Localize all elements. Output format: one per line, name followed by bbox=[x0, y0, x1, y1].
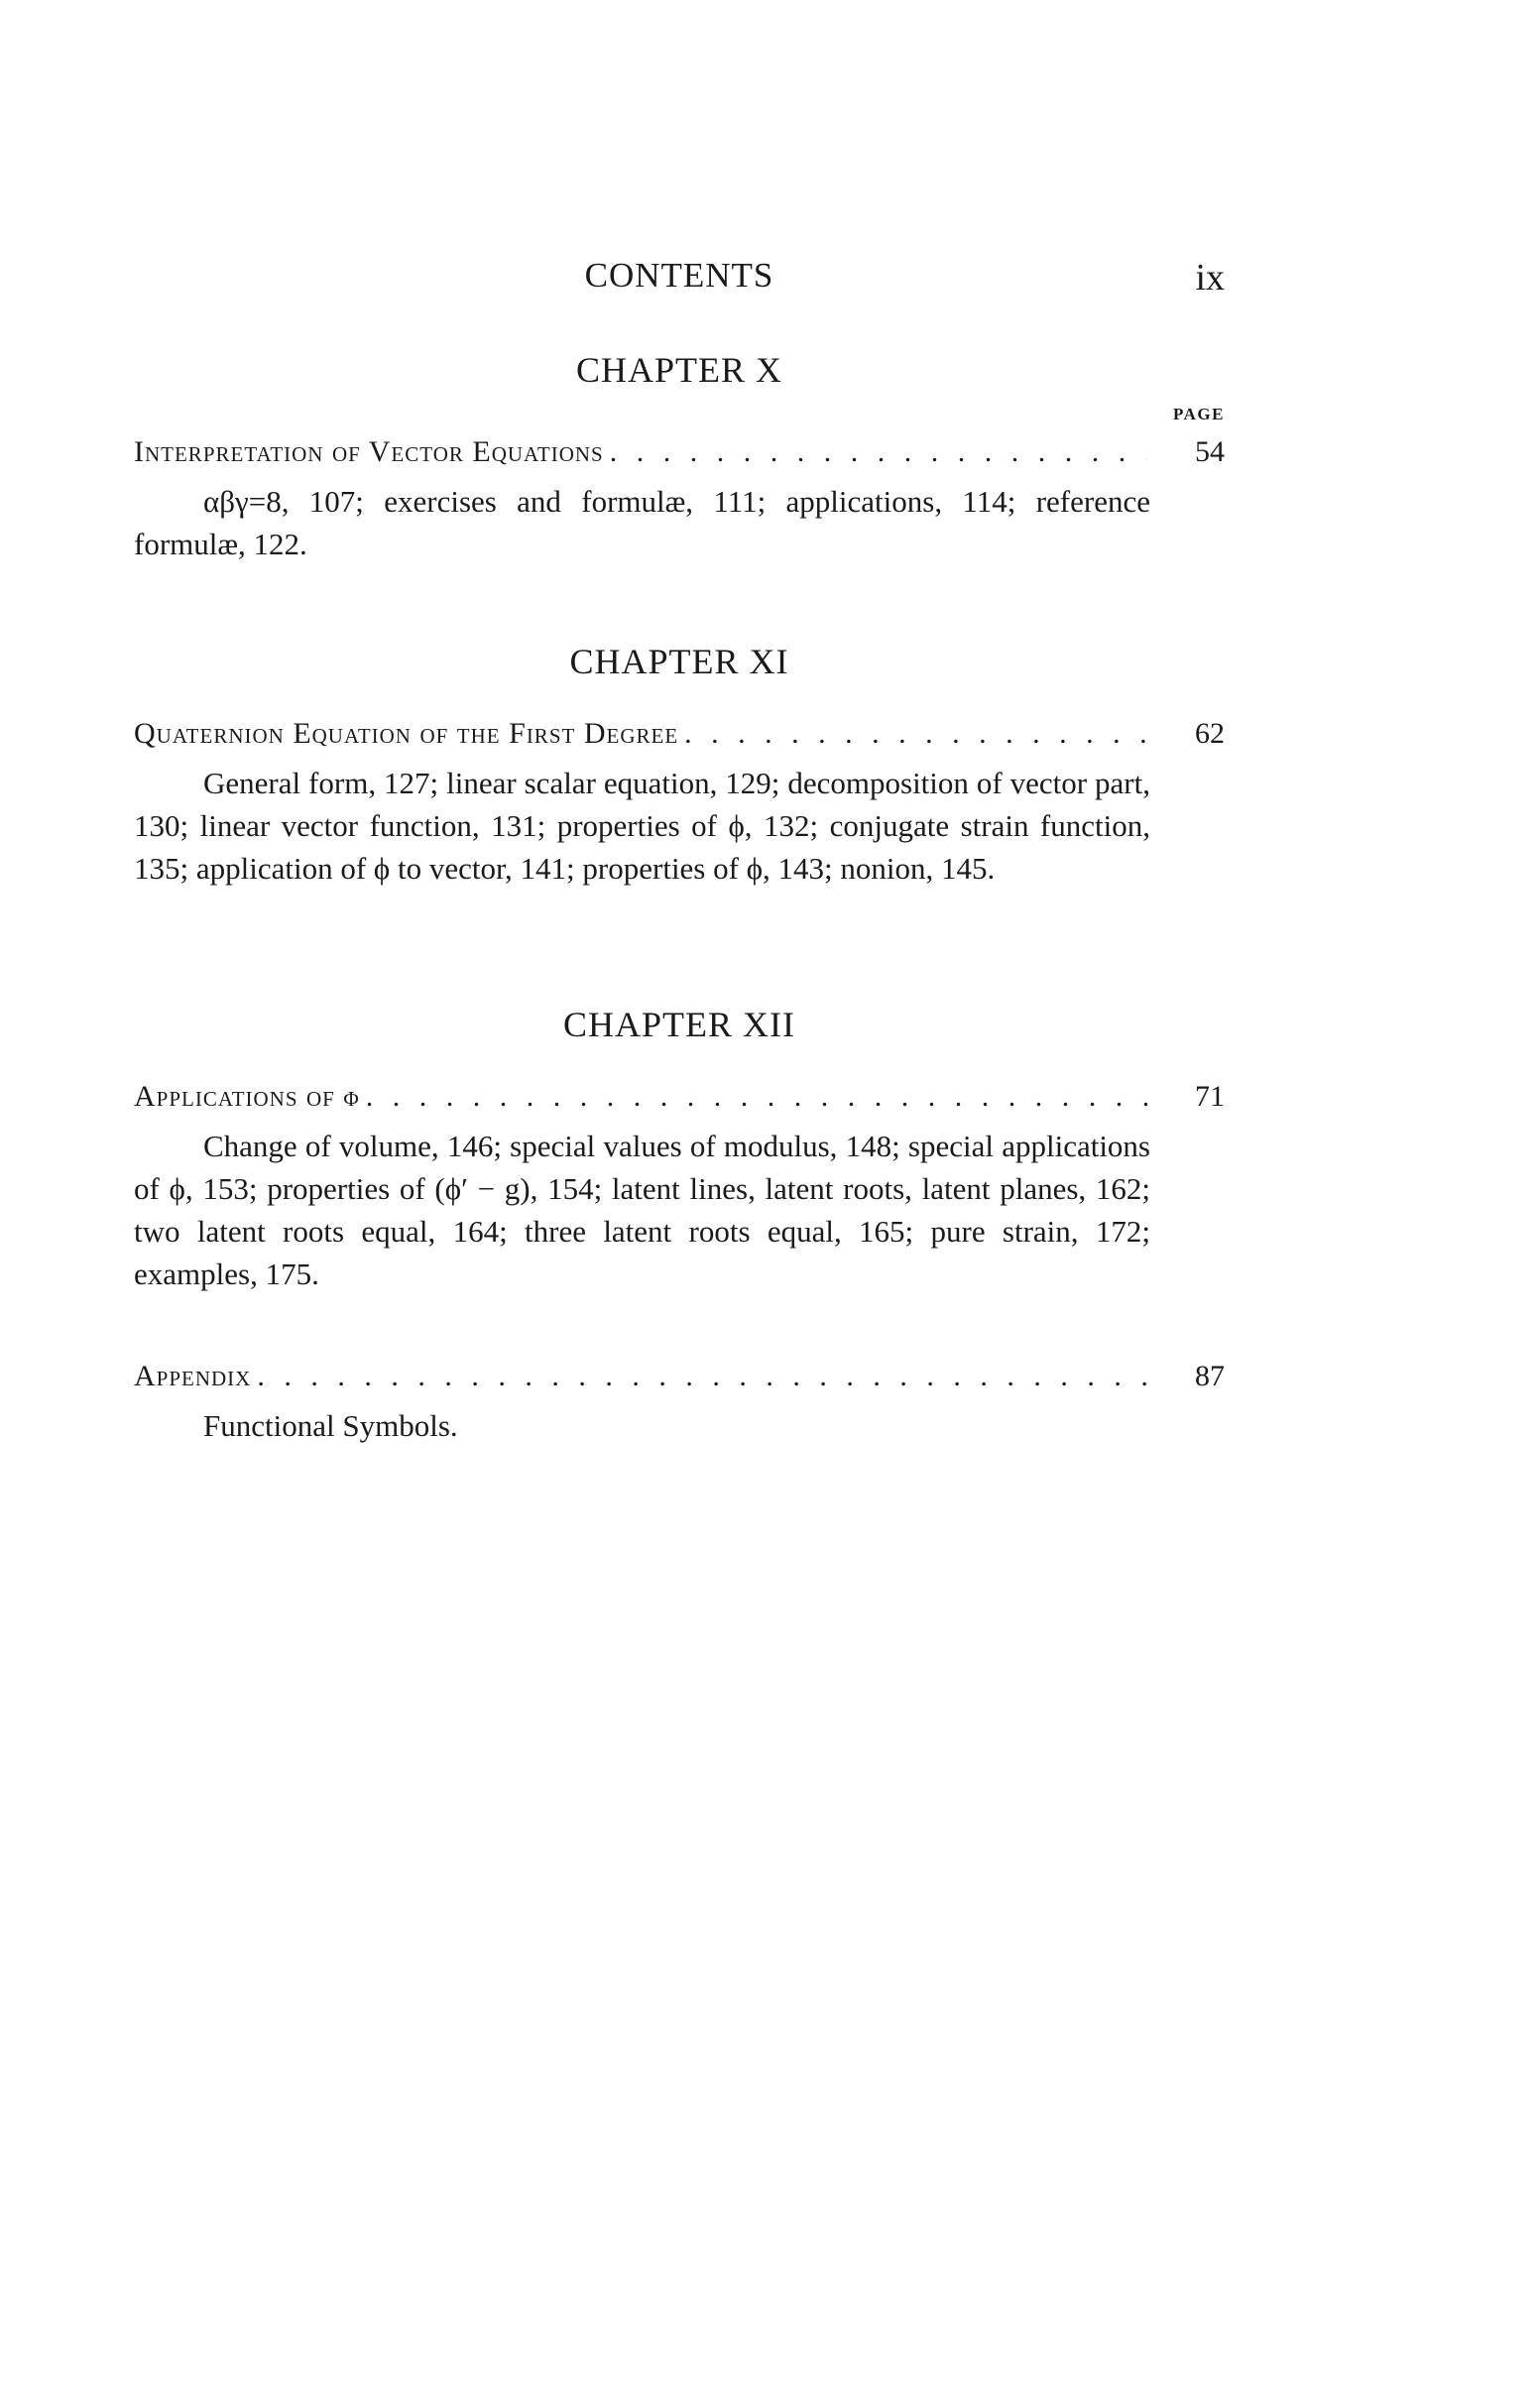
toc-entry bbox=[134, 1075, 1225, 1119]
chapter-x-section bbox=[134, 349, 1225, 565]
running-title: CONTENTS bbox=[584, 256, 774, 295]
dot-leader bbox=[257, 1355, 1147, 1398]
dot-leader bbox=[684, 712, 1147, 756]
dot-leader bbox=[366, 1075, 1147, 1119]
entry-title: Quaternion Equation of the First Degree bbox=[134, 717, 679, 750]
entry-description: αβγ=8, 107; exercises and formulæ, 111; applications, 114; reference formulæ, 122. bbox=[134, 484, 1150, 561]
entry-description: Functional Symbols. bbox=[203, 1408, 458, 1443]
chapter-xii-section bbox=[134, 1004, 1225, 1295]
entry-page-number: 54 bbox=[1195, 435, 1225, 468]
chapter-heading: CHAPTER XII bbox=[563, 1005, 795, 1044]
running-head bbox=[134, 256, 1225, 305]
toc-entry bbox=[134, 430, 1225, 474]
chapter-xi-section bbox=[134, 641, 1225, 890]
entry-title: Appendix bbox=[134, 1360, 252, 1392]
toc-entry bbox=[134, 712, 1225, 756]
chapter-heading: CHAPTER X bbox=[575, 350, 783, 390]
entry-description: Change of volume, 146; special values of modulus, 148; special applications of ϕ, 153; properties of (ϕ′ − g), 154; latent lines, latent roots, latent planes, 162; two latent roots equal, 164; three latent roots equal, 165; pure strain, 172; examples, 175. bbox=[134, 1129, 1150, 1291]
appendix-section bbox=[134, 1355, 1225, 1447]
dot-leader bbox=[610, 430, 1147, 474]
chapter-heading: CHAPTER XI bbox=[569, 642, 789, 681]
entry-page-number: 87 bbox=[1195, 1360, 1225, 1392]
entry-page-number: 71 bbox=[1195, 1080, 1225, 1113]
entry-title: Applications of ϕ bbox=[134, 1080, 360, 1113]
entry-description: General form, 127; linear scalar equation, 129; decomposition of vector part, 130; linear vector function, 131; properties of ϕ, 132; conjugate strain function, 135; application of ϕ to vector, 141; properties of ϕ, 143; nonion, 145. bbox=[134, 766, 1150, 886]
page-column-label: PAGE bbox=[1173, 405, 1225, 423]
page-number: ix bbox=[1195, 257, 1225, 299]
entry-title: Interpretation of Vector Equations bbox=[134, 435, 604, 468]
toc-entry bbox=[134, 1355, 1225, 1398]
entry-page-number: 62 bbox=[1195, 717, 1225, 750]
